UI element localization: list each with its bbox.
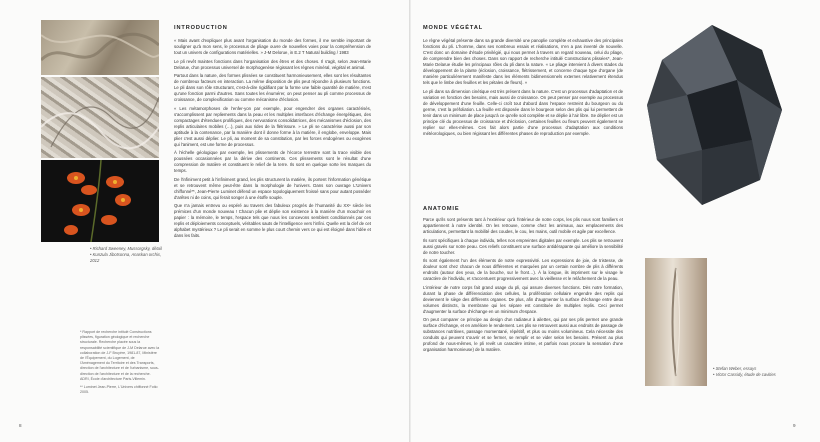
anatomie-heading: ANATOMIE	[423, 206, 460, 212]
paragraph: On peut comparer ce principe au design d'un radiateur à ailettes, qui par ses plis permet une grande surface d'échange, et en améliore le rendement. Les plis se retrouvent aussi aux endroits de passage de substances nutritives, passage momentané, répétitif, et plus ou moins volumineux. Cela nécessite des conduits qui peuvent s'ouvrir et se fermer, se remplir et se vider selon les besoins. Présent au plus profond de nous-mêmes, le pli revêt un caractère intime, et parfois nous procure la sensation d'une organisation harmonieuse) de la matière.	[423, 317, 623, 352]
orchid-illustration	[41, 160, 159, 242]
paragraph: Le pli revêt maintes fonctions dans l'organisation des êtres et des choses. Il s'agit, selon Jean-Marie Delarue, d'un processus universel de morphogenèse régissant les règnes minéral, végétal et animal.	[174, 58, 371, 70]
folded-paper-photo	[41, 77, 159, 158]
paragraph: Ils sont également l'un des éléments de notre expressivité. Les expressions de joie, de tristesse, de douleur sont chez chacun de nous différentes et marquées par un certain nombre de plis à différents endroits (autour des yeux, de la bouche, sur le front…). À la longue, ils impriment sur le visage le caractère de l'individu, et s'accentuent progressivement avec la vieillesse et le relâchement de la peau.	[423, 258, 623, 281]
paragraph: Le pli dans sa dimension cinétique est très présent dans la nature. C'est un processus d'adaptation et de variation en fonction des besoins, mais aussi de croissance. On peut penser par exemple au processus de développement d'une feuille. Celle-ci croît tout d'abord dans l'espace restreint du bourgeon ou du germe, c'est la préfoliation. La feuille est disposée dans le bourgeon selon des plis qui lui permettent de tenir dans un minimum de place jusqu'à ce qu'elle soit complète et se déplie à l'air libre. Se déplier est un principe clé du processus de croissance et d'éclosion, certaines feuilles ou fleurs peuvent également se replier sur elles-mêmes. Ces fait alors partie d'une processus d'adaptation aux conditions météorologiques, ou bien régissant les différentes phases de reproduction par exemple.	[423, 88, 623, 136]
footnotes	[80, 330, 160, 398]
anatomie-text	[423, 217, 623, 356]
footnote: * Rapport de recherche intitulé Constructions plissées, figuration géologique et recherche structurale. Recherche placée sous la responsabilité scientifique de J-M Delarue avec la collaboration de J-F Bruyère, 1981-87, Ministère de l'Équipement, du Logement, de l'Aménagement du Territoire et des Transports, direction de l'architecture et de l'urbanisme, sous-direction de l'architecture et de la recherche. ADRI, École d'architecture Paris-Villemin.	[80, 330, 160, 381]
paragraph: Ils sont spécifiques à chaque individu, telles nos empreintes digitales par exemple. Les plis se retrouvent aussi gravés sur notre peau. Ces reliefs constituent une surface antidérapante qui améliore la sensibilité de notre toucher.	[423, 237, 623, 255]
anatomy-fold-photo	[645, 258, 707, 386]
right-photo-captions	[713, 366, 798, 378]
paragraph: Parce qu'ils sont présents tant à l'extérieur qu'à l'intérieur de notre corps, les plis nous sont familiers et appartiennent à notre identité. On les retrouve, comme chez les animaux, aux emplacements des articulations, permettant la mobilité des coudes, le cou, les mains, outil mobile et agile par excellence.	[423, 217, 623, 234]
introduction-heading: INTRODUCTION	[174, 25, 228, 31]
photo-caption: • Kunzula Jibotsonna, Anaskan orchis, 2012	[90, 252, 162, 263]
paragraph: « Les métamorphoses de l'enfer-yon par exemple, pour engendrer des organes caractérisés, s'accomplissent par repliements dans la peau et les multiples interfaces d'échange énergétiques, des compactages d'étendues prolifiques, des nervurations consolidatrices, des mécanismes d'éclosion, des replis articulaires mobiles (…), puis aux rides de la flétrissure. » Le pli se caractérise aussi par son aptitude à la contenance, par la manière dont il donne forme à la matière, il englobe, enveloppe. Mais plier c'est aussi déplier. Le pli, au moment de sa constitution, par les forces endogènes ou exogènes qui l'animent, est une forme de processus.	[174, 105, 371, 147]
paragraph: Que n'a jamais entrevu ou espéré au travers des fabuleux progrès de l'humanité du XXᵉ siècle les prémices d'un monde nouveau ! Chacun plie et déplie son existence à la manière d'un mouchoir en papier : la mémoire, le temps, l'espace tels que nous les concevons semblent conditionnés par ces replis et déploiements conceptuels, véritables sauts de l'intelligence vers l'infini. Quelle est la clef de cet alphabet mystérieux ? Le pli serait en somme le plus court chemin vers ce qui est éloigné dans l'idée et dans les faits.	[174, 203, 371, 238]
paragraph: À l'échelle géologique par exemple, les plissements de l'écorce terrestre sont la trace visible des poussées occasionnées par la dérive des continents. Ces plissements sont le résultat d'une compression de matière et constituent le relief de la terre. Ils sont en quelque sorte les marques du temps.	[174, 150, 371, 173]
orchid-photo	[41, 160, 159, 242]
folded-sculpture-illustration	[642, 20, 790, 210]
stone-relief-illustration	[41, 20, 159, 75]
monde-vegetal-text	[423, 38, 623, 139]
anatomy-fold-illustration	[645, 258, 707, 386]
monde-vegetal-heading: MONDE VÉGÉTAL	[423, 25, 484, 31]
paragraph: L'intérieur de notre corps fait grand usage du pli, qui assure diverses fonctions. Dès notre formation, durant la phase de différenciation des cellules, la prolifération cellulaire engendre des replis qui deviennent le siège des différents organes. De plus, afin d'augmenter la surface d'échange entre deux volumes distincts, la membrane qui les sépare est constituée de multiples replis. Ceci permet d'augmenter la surface d'échange en un minimum d'espace.	[423, 284, 623, 314]
photo-caption: • Stefan Weber, essays	[713, 366, 757, 371]
introduction-text	[174, 38, 371, 242]
paragraph: De l'infiniment petit à l'infiniment grand, les plis structurent la matière, ils portent l'information génétique et se retrouvent même peut-être dans la morphologie de l'univers. Dans son ouvrage L'Univers chiffonné**, Jean-Pierre Luminet défend un espace topologiquement froissé sans pour autant posséder d'arêtes ni de coins, qui ferait songer à une étoffe souple.	[174, 176, 371, 200]
photo-caption: • Richard Sweeney, Mussorgsky, détail	[90, 246, 162, 251]
page-number-left: 8	[19, 423, 22, 428]
page-number-right: 9	[793, 423, 796, 428]
left-page	[0, 0, 409, 442]
left-photo-captions	[90, 246, 170, 264]
folded-paper-illustration	[41, 77, 159, 158]
paragraph: Partout dans la nature, des formes plissées se constituent harmonieusement, elles sont les résultantes de nombreux facteurs en interaction. La même disposition de plis peut répondre à plusieurs fonctions. Le pli dans son rôle structurant, c'est-à-dire rigidifiant par la forme une faible quantité de matière, n'est qu'une fonction parmi d'autres. Sans toutes les énumérer, on peut penser au pli comme processus de croissance, de complexification ou comme mécanisme d'éclosion.	[174, 73, 371, 102]
photo-caption: • Victor Cassidy, étude de cavities	[713, 372, 776, 377]
paragraph: Le règne végétal présente dans sa grande diversité une panoplie complète et exhaustive des principales fonctions du pli. L'homme, dans ses nombreux essais et réalisations, n'en a pas inventé de nouvelle. C'est donc un domaine d'étude privilégié, qui nous permet à travers un regard nouveau, celui du pliage, de comprendre bien des choses. Dans son rapport de recherche intitulé Constructions plissées*, Jean-Marie Delarue étudie les principaux rôles du pli dans la nature. « Le pliage intervient à divers stades du développement de la plante (éclosion, croissance, flétrissement, et concerne chaque type d'organe (de manière particulièrement manifeste dans les éléments bidimensionnels externes relativement étendus tels que le limbe des feuilles et les pétales de fleurs). »	[423, 38, 623, 85]
folded-sculpture-photo	[642, 20, 790, 210]
stone-relief-photo	[41, 20, 159, 75]
paragraph: « Mais avant d'expliquer plus avant l'organisation du monde des formes, il me semble important de souligner qu'à mon sens, le processus de pliage ouvre de nouvelles voies pour la compréhension de tout un univers de configurations matérielles. » J-M Delorue, in E.2 T Natural building / 1983	[174, 38, 371, 55]
footnote: ** Luminet Jean-Pierre, L'Univers chiffonné Fotio 2005.	[80, 385, 158, 395]
